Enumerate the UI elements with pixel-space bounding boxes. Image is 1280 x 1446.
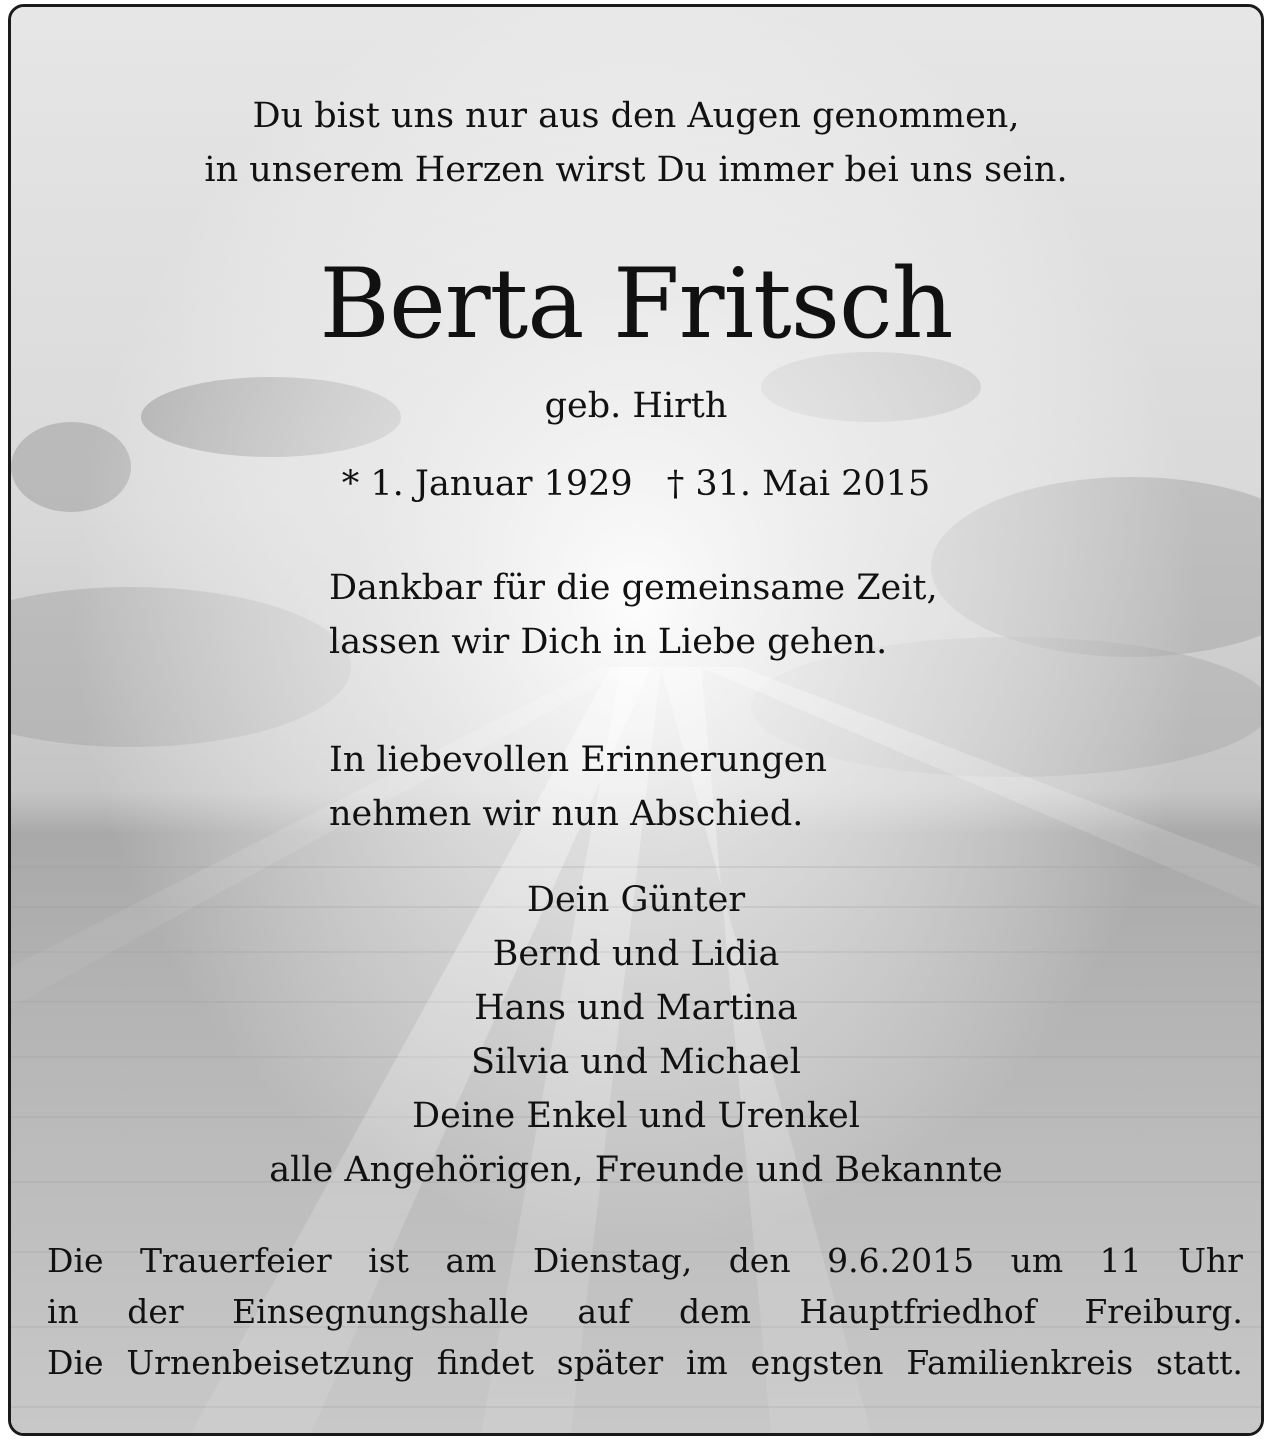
notice-word: später [556, 1343, 664, 1382]
deceased-name: Berta Fritsch [319, 248, 953, 360]
death-date: † 31. Mai 2015 [666, 464, 931, 504]
notice-word: Urnenbeisetzung [126, 1343, 414, 1382]
notice-word: im [685, 1343, 728, 1382]
notice-word: Trauerfeier [140, 1241, 332, 1280]
farewell-text [329, 733, 827, 841]
obituary-content [11, 7, 1261, 1433]
thanks-line: Dankbar für die gemeinsame Zeit, [329, 568, 938, 608]
notice-word: Die [47, 1241, 104, 1280]
notice-word: auf [577, 1292, 631, 1331]
mourner: Bernd und Lidia [492, 934, 780, 974]
notice-word: Dienstag, [532, 1241, 693, 1280]
notice-word: engsten [750, 1343, 884, 1382]
notice-word: Freiburg. [1084, 1292, 1243, 1331]
farewell-line: In liebevollen Erinnerungen [329, 740, 828, 780]
notice-word: den [728, 1241, 791, 1280]
mourners-list [11, 873, 1261, 1197]
motto-line: in unserem Herzen wirst Du immer bei uns sein. [204, 150, 1068, 190]
maiden-name: geb. Hirth [544, 386, 728, 426]
notice-word: 9.6.2015 [827, 1241, 975, 1280]
notice-line [47, 1235, 1243, 1286]
notice-word: der [127, 1292, 184, 1331]
notice-word: in [47, 1292, 79, 1331]
notice-word: dem [678, 1292, 751, 1331]
birth-date: * 1. Januar 1929 [341, 464, 633, 504]
farewell-line: nehmen wir nun Abschied. [329, 794, 804, 834]
notice-line [47, 1337, 1243, 1388]
obituary-frame [8, 4, 1264, 1436]
thanks-text [329, 561, 938, 669]
mourner: alle Angehörigen, Freunde und Bekannte [269, 1150, 1003, 1190]
notice-line [47, 1286, 1243, 1337]
motto [11, 89, 1261, 197]
mourner: Deine Enkel und Urenkel [412, 1096, 860, 1136]
mourner: Dein Günter [526, 880, 746, 920]
mourner: Hans und Martina [474, 988, 798, 1028]
motto-line: Du bist uns nur aus den Augen genommen, [252, 96, 1020, 136]
funeral-notice [47, 1235, 1243, 1388]
notice-word: um [1010, 1241, 1064, 1280]
notice-word: ist [368, 1241, 409, 1280]
notice-word: Uhr [1178, 1241, 1243, 1280]
notice-word: 11 [1099, 1241, 1142, 1280]
notice-word: statt. [1156, 1343, 1243, 1382]
notice-word: Die [47, 1343, 104, 1382]
life-dates [11, 461, 1261, 507]
notice-word: Einsegnungshalle [232, 1292, 529, 1331]
mourner: Silvia und Michael [471, 1042, 801, 1082]
notice-word: findet [436, 1343, 534, 1382]
thanks-line: lassen wir Dich in Liebe gehen. [329, 622, 888, 662]
notice-word: Hauptfriedhof [799, 1292, 1036, 1331]
notice-word: am [445, 1241, 497, 1280]
notice-word: Familienkreis [906, 1343, 1134, 1382]
